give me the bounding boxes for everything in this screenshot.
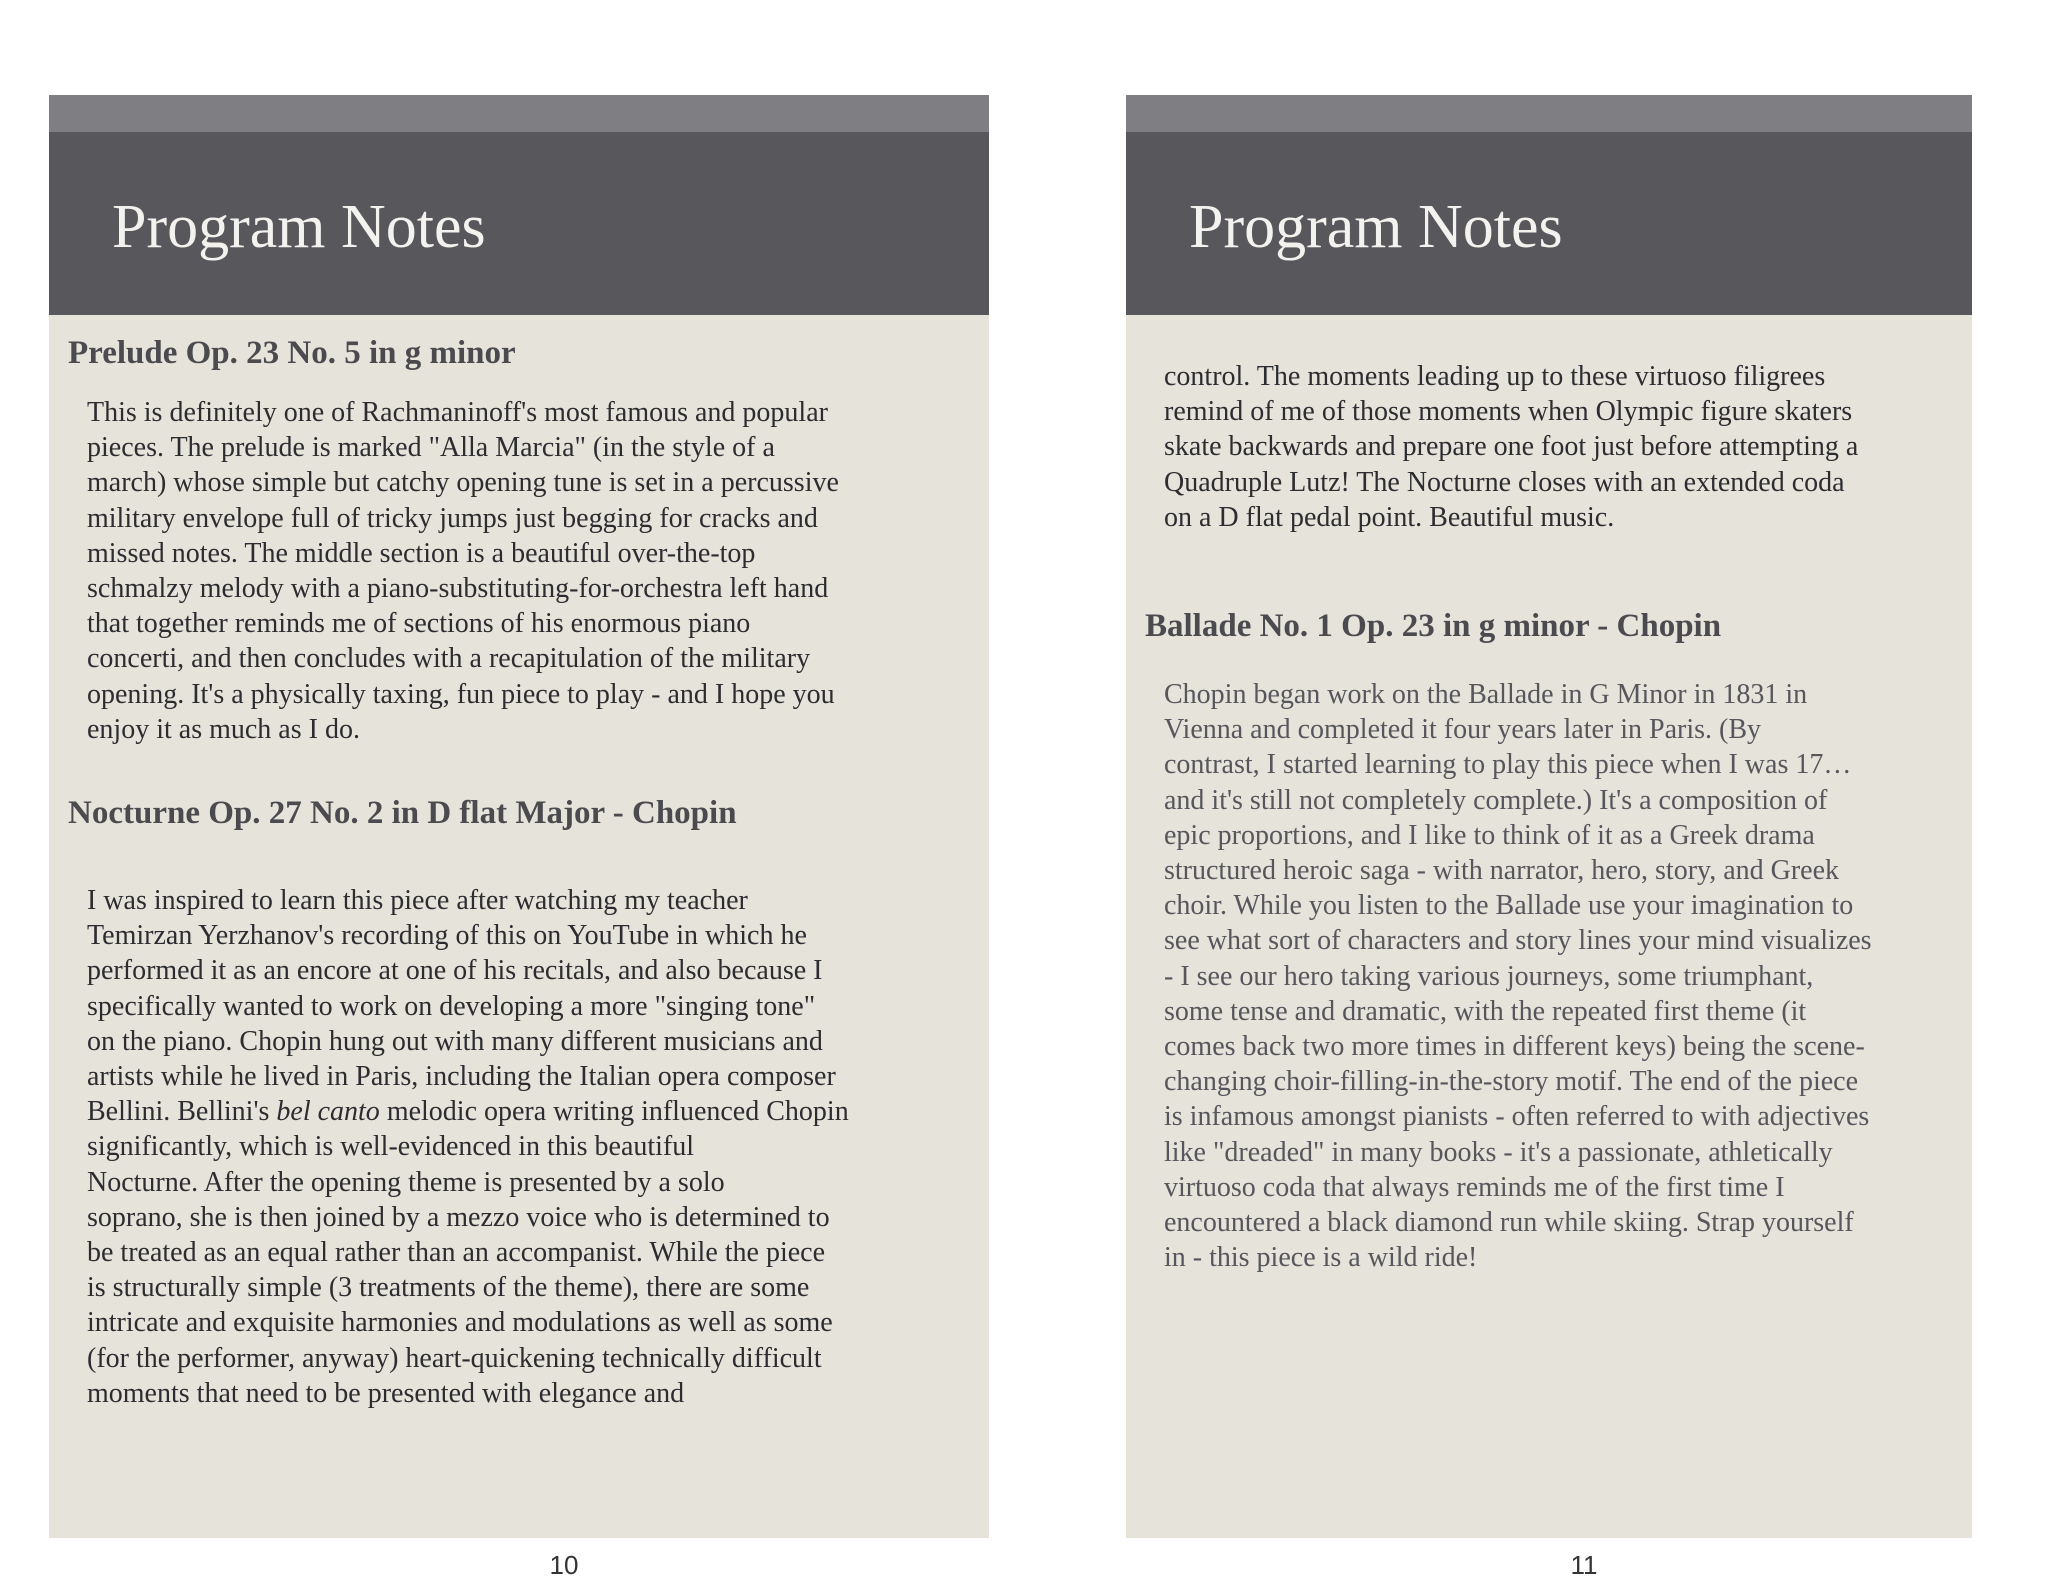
section-heading-ballade: Ballade No. 1 Op. 23 in g minor - Chopin <box>1145 608 1722 644</box>
text-line: is infamous amongst pianists - often referred to with adjectives <box>1164 1101 1870 1133</box>
text-line: comes back two more times in different keys) being the scene- <box>1164 1031 1865 1063</box>
section-body-nocturne <box>87 883 969 1411</box>
text-line: is structurally simple (3 treatments of the theme), there are some <box>87 1272 810 1304</box>
text-line: that together reminds me of sections of his enormous piano <box>87 608 751 640</box>
text-line: performed it as an encore at one of his recitals, and also because I <box>87 955 823 987</box>
text-line: pieces. The prelude is marked "Alla Marcia" (in the style of a <box>87 432 775 464</box>
text-line: epic proportions, and I like to think of it as a Greek drama <box>1164 819 1815 851</box>
text-line: Nocturne. After the opening theme is presented by a solo <box>87 1166 725 1198</box>
text-line: Quadruple Lutz! The Nocturne closes with an extended coda <box>1164 466 1845 498</box>
text-line: choir. While you listen to the Ballade use your imagination to <box>1164 890 1854 922</box>
text-line: moments that need to be presented with elegance and <box>87 1377 685 1409</box>
text-line: - I see our hero taking various journeys, some triumphant, <box>1164 960 1814 992</box>
text-line: schmalzy melody with a piano-substituting-for-orchestra left hand <box>87 573 829 605</box>
text-line: Temirzan Yerzhanov's recording of this on YouTube in which he <box>87 920 807 952</box>
section-heading-nocturne: Nocturne Op. 27 No. 2 in D flat Major - Chopin <box>68 795 737 831</box>
text-line-with-italic <box>87 1094 969 1129</box>
text-fragment: Bellini. Bellini's <box>87 1096 277 1128</box>
page-title: Program Notes <box>112 193 486 261</box>
text-line: some tense and dramatic, with the repeated first theme (it <box>1164 995 1807 1027</box>
text-line: structured heroic saga - with narrator, hero, story, and Greek <box>1164 855 1840 887</box>
section-body-continuation <box>1164 359 1952 535</box>
text-line: enjoy it as much as I do. <box>87 713 360 745</box>
text-fragment: melodic opera writing influenced Chopin <box>379 1096 849 1128</box>
header-band <box>49 132 989 315</box>
left-page <box>49 95 989 1538</box>
text-line: artists while he lived in Paris, including the Italian opera composer <box>87 1061 836 1093</box>
text-line: I was inspired to learn this piece after watching my teacher <box>87 885 748 916</box>
text-line: see what sort of characters and story lines your mind visualizes <box>1164 925 1872 957</box>
text-line: on the piano. Chopin hung out with many different musicians and <box>87 1025 823 1057</box>
text-line: encountered a black diamond run while skiing. Strap yourself <box>1164 1207 1854 1239</box>
text-line: concerti, and then concludes with a recapitulation of the military <box>87 643 811 675</box>
text-line: military envelope full of tricky jumps just begging for cracks and <box>87 502 818 534</box>
text-line: changing choir-filling-in-the-story motif. The end of the piece <box>1164 1066 1859 1098</box>
text-line: opening. It's a physically taxing, fun piece to play - and I hope you <box>87 678 835 710</box>
text-line: Vienna and completed it four years later in Paris. (By <box>1164 714 1762 746</box>
text-line: virtuoso coda that always reminds me of the first time I <box>1164 1171 1785 1203</box>
text-line: skate backwards and prepare one foot just before attempting a <box>1164 431 1859 463</box>
section-body-ballade <box>1164 677 1952 1275</box>
text-line: be treated as an equal rather than an accompanist. While the piece <box>87 1237 826 1269</box>
text-line: missed notes. The middle section is a beautiful over-the-top <box>87 537 756 569</box>
text-line: Chopin began work on the Ballade in G Minor in 1831 in <box>1164 679 1808 710</box>
text-line: contrast, I started learning to play this piece when I was 17… <box>1164 749 1852 781</box>
text-line: control. The moments leading up to these virtuoso filigrees <box>1164 361 1826 392</box>
text-line: and it's still not completely complete.) It's a composition of <box>1164 784 1828 816</box>
text-line: (for the performer, anyway) heart-quickening technically difficult <box>87 1342 822 1374</box>
text-line: like "dreaded" in many books - it's a passionate, athletically <box>1164 1136 1833 1168</box>
text-line: in - this piece is a wild ride! <box>1164 1242 1478 1274</box>
header-band <box>1126 132 1972 315</box>
page-title: Program Notes <box>1189 193 1563 261</box>
text-line: on a D flat pedal point. Beautiful music. <box>1164 501 1615 533</box>
page-number: 11 <box>1570 1550 1598 1580</box>
text-line: remind of me of those moments when Olympic figure skaters <box>1164 396 1853 428</box>
text-line: significantly, which is well-evidenced in this beautiful <box>87 1131 695 1163</box>
right-page <box>1126 95 1972 1538</box>
section-heading-prelude: Prelude Op. 23 No. 5 in g minor <box>68 335 516 371</box>
page-number: 10 <box>549 1550 579 1580</box>
text-line: soprano, she is then joined by a mezzo voice who is determined to <box>87 1201 830 1233</box>
text-line: specifically wanted to work on developing a more "singing tone" <box>87 990 816 1022</box>
text-line: march) whose simple but catchy opening tune is set in a percussive <box>87 467 839 499</box>
section-body-prelude <box>87 395 969 747</box>
header-accent-band <box>1126 95 1972 132</box>
text-line: intricate and exquisite harmonies and modulations as well as some <box>87 1307 833 1339</box>
italic-term: bel canto <box>276 1096 380 1128</box>
header-accent-band <box>49 95 989 132</box>
text-line: This is definitely one of Rachmaninoff's most famous and popular <box>87 397 828 428</box>
